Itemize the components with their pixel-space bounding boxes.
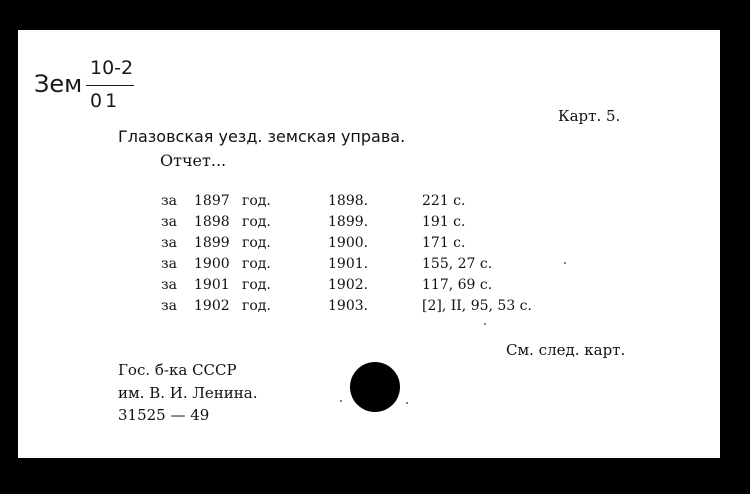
entry-za: за	[161, 193, 177, 209]
card-subtitle: Отчет...	[160, 151, 227, 170]
entry-god: год.	[242, 277, 271, 293]
shelf-mark-prefix: Зем	[34, 70, 83, 98]
report-entry	[18, 298, 720, 320]
entry-published: 1902.	[328, 277, 369, 293]
shelf-mark-fraction-line	[86, 85, 134, 86]
entry-year: 1900	[194, 256, 230, 272]
ink-speck	[340, 400, 342, 402]
punch-hole	[350, 362, 400, 412]
report-entry	[18, 277, 720, 299]
card-title: Глазовская уезд. земская управа.	[118, 127, 406, 146]
entry-year: 1897	[194, 193, 230, 209]
library-dedication: им. В. И. Ленина.	[118, 384, 258, 402]
entry-za: за	[161, 298, 177, 314]
catalog-card	[18, 30, 720, 458]
entry-published: 1901.	[328, 256, 369, 272]
entry-god: год.	[242, 235, 271, 251]
entry-pages: [2], II, 95, 53 с.	[422, 298, 532, 314]
card-number: Карт. 5.	[558, 107, 621, 125]
entry-pages: 191 с.	[422, 214, 466, 230]
shelf-mark-denominator: 01	[90, 90, 121, 112]
entry-pages: 155, 27 с.	[422, 256, 493, 272]
entry-za: за	[161, 235, 177, 251]
entry-god: год.	[242, 193, 271, 209]
ink-speck	[484, 323, 486, 325]
report-entry	[18, 235, 720, 257]
entry-god: год.	[242, 298, 271, 314]
library-print-number: 31525 — 49	[118, 406, 210, 424]
report-entry	[18, 256, 720, 278]
entry-published: 1900.	[328, 235, 369, 251]
entry-year: 1899	[194, 235, 230, 251]
library-name: Гос. б-ка СССР	[118, 361, 237, 379]
ink-speck	[564, 262, 566, 264]
entry-published: 1903.	[328, 298, 369, 314]
entry-pages: 117, 69 с.	[422, 277, 493, 293]
entry-za: за	[161, 256, 177, 272]
entry-pages: 221 с.	[422, 193, 466, 209]
see-next-card: См. след. карт.	[506, 341, 626, 359]
entry-year: 1901	[194, 277, 230, 293]
entry-god: год.	[242, 256, 271, 272]
ink-speck	[406, 402, 408, 404]
report-entry	[18, 193, 720, 215]
shelf-mark-numerator: 10-2	[90, 57, 134, 79]
report-entry	[18, 214, 720, 236]
entry-god: год.	[242, 214, 271, 230]
entry-pages: 171 с.	[422, 235, 466, 251]
entry-published: 1898.	[328, 193, 369, 209]
entry-za: за	[161, 214, 177, 230]
entry-published: 1899.	[328, 214, 369, 230]
entry-year: 1902	[194, 298, 230, 314]
entry-za: за	[161, 277, 177, 293]
entry-year: 1898	[194, 214, 230, 230]
